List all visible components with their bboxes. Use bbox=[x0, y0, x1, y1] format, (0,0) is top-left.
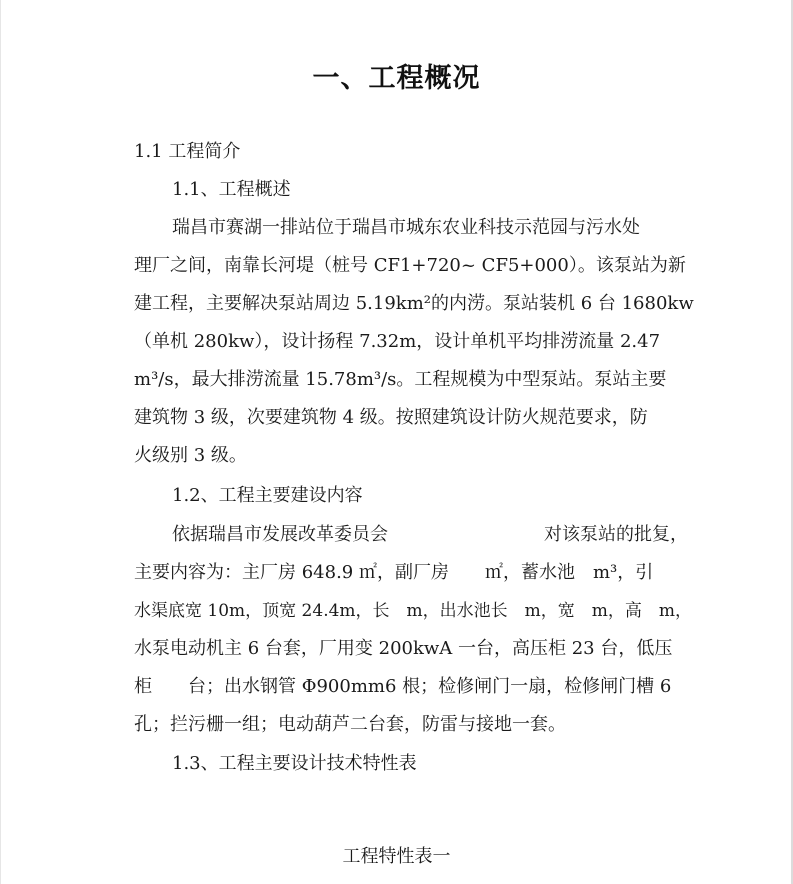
overview-line-1: 瑞昌市赛湖一排站位于瑞昌市城东农业科技示范园与污水处 bbox=[172, 217, 640, 238]
overview-line-2: 理厂之间，南靠长河堤（桩号 CF1+720~ CF5+000）。该泵站为新 bbox=[134, 255, 686, 276]
overview-line-5: m³/s，最大排涝流量 15.78m³/s。工程规模为中型泵站。泵站主要 bbox=[134, 369, 667, 390]
overview-line-7: 火级别 3 级。 bbox=[134, 445, 247, 466]
subsection-heading-tech-table: 1.3、工程主要设计技术特性表 bbox=[172, 753, 417, 774]
overview-line-6: 建筑物 3 级，次要建筑物 4 级。按照建筑设计防火规范要求，防 bbox=[134, 407, 648, 428]
contents-line-5: 柜 台；出水钢管 Φ900mm6 根；检修闸门一扇，检修闸门槽 6 bbox=[134, 676, 672, 697]
page-left-edge bbox=[0, 0, 1, 884]
overview-line-3: 建工程，主要解决泵站周边 5.19km²的内涝。泵站装机 6 台 1680kw bbox=[134, 293, 694, 314]
table-caption: 工程特性表一 bbox=[342, 846, 451, 867]
contents-line-6: 孔；拦污栅一组；电动葫芦二台套，防雷与接地一套。 bbox=[134, 714, 566, 735]
contents-line-4: 水泵电动机主 6 台套，厂用变 200kwA 一台，高压柜 23 台，低压 bbox=[134, 638, 673, 659]
contents-line-1-part-a: 依据瑞昌市发展改革委员会 bbox=[172, 524, 388, 545]
contents-line-2: 主要内容为：主厂房 648.9 ㎡，副厂房 ㎡，蓄水池 m³，引 bbox=[134, 562, 654, 583]
contents-line-1-part-b: 对该泵站的批复， bbox=[544, 524, 688, 545]
chapter-title: 一、工程概况 bbox=[312, 63, 481, 94]
subsection-heading-overview: 1.1、工程概述 bbox=[172, 179, 291, 200]
subsection-heading-contents: 1.2、工程主要建设内容 bbox=[172, 485, 363, 506]
contents-line-3: 水渠底宽 10m，顶宽 24.4m，长 m，出水池长 m，宽 m，高 m， bbox=[134, 601, 693, 621]
overview-line-4: （单机 280kw），设计扬程 7.32m，设计单机平均排涝流量 2.47 bbox=[134, 331, 661, 352]
section-heading-1-1: 1.1 工程简介 bbox=[134, 141, 241, 162]
